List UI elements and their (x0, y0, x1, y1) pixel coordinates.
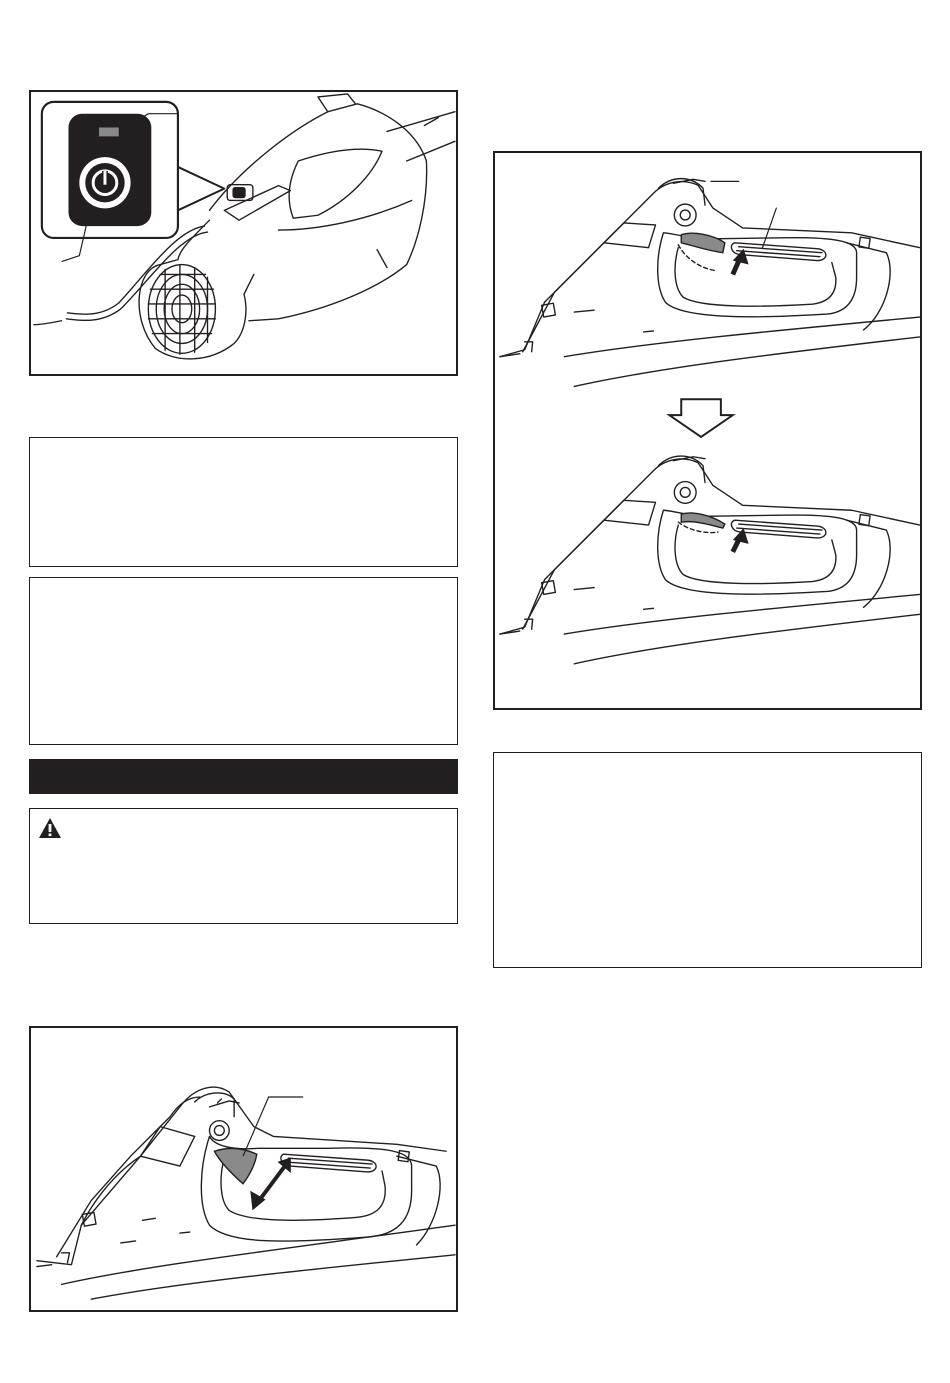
lock-lever-illustration (495, 153, 920, 708)
handle-trigger-illustration (31, 1028, 456, 1310)
note-box-1 (29, 437, 458, 567)
lock-lever-released-shaded (681, 513, 725, 528)
indicator-lamp-icon (99, 127, 119, 136)
warning-triangle-icon (38, 817, 62, 839)
caution-box (29, 808, 458, 924)
down-arrow-icon (669, 399, 732, 437)
power-icon (79, 157, 130, 208)
note-box-right (493, 752, 922, 968)
lock-lever-figure (493, 151, 922, 710)
lock-lever-shaded (681, 233, 725, 252)
note-box-2 (29, 577, 458, 745)
section-heading-bar (29, 759, 458, 794)
double-arrow-icon (251, 1158, 290, 1209)
trigger-adjust-figure (29, 1026, 458, 1312)
power-switch-figure (29, 90, 458, 376)
blower-handle-illustration (31, 92, 456, 374)
